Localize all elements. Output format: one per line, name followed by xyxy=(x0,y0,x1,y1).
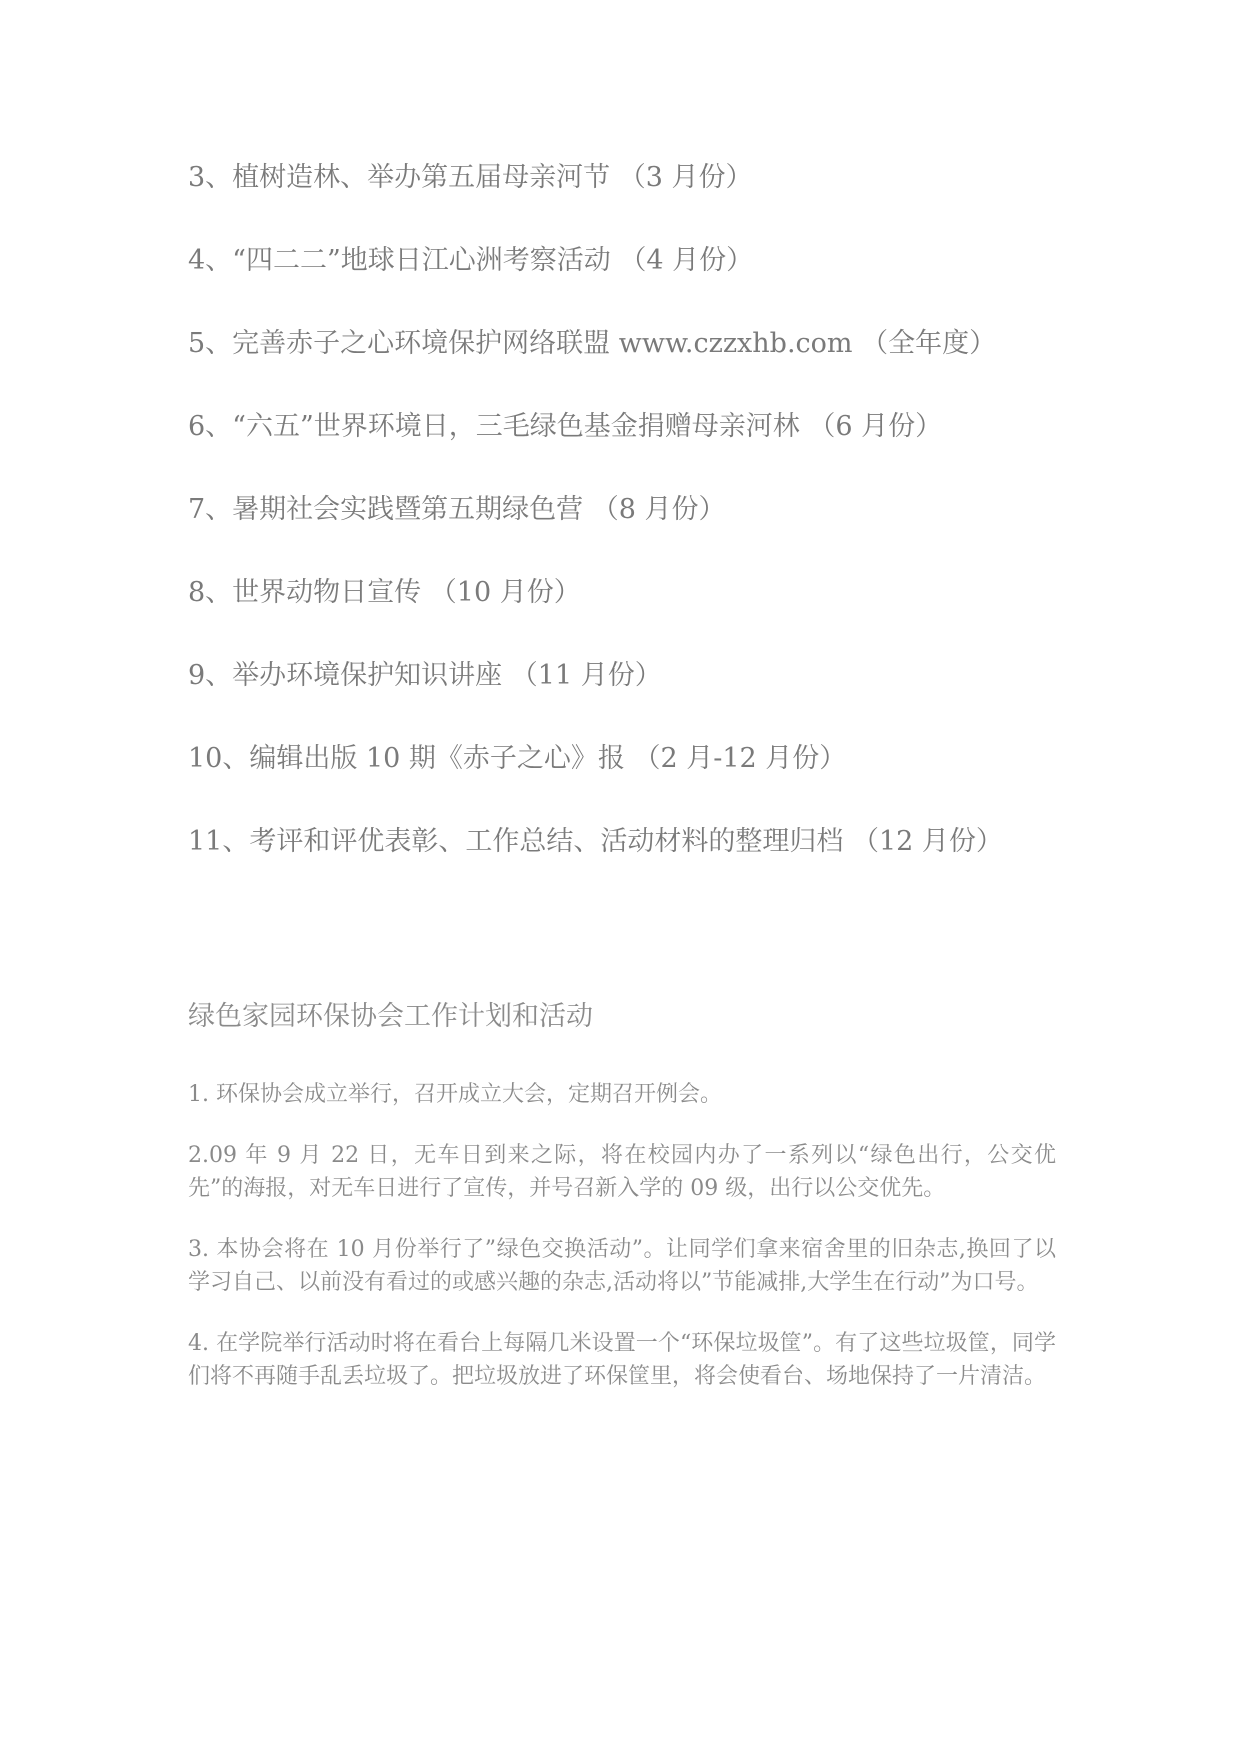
plan-item: 11、考评和评优表彰、工作总结、活动材料的整理归档 （12 月份） xyxy=(188,826,1003,857)
plan-item: 5、完善赤子之心环境保护网络联盟 www.czzxhb.com （全年度） xyxy=(188,328,997,359)
plan-item: 4、“四二二”地球日江心洲考察活动 （4 月份） xyxy=(188,245,754,276)
activity-paragraphs xyxy=(188,1078,1056,1421)
activity-paragraph: 3. 本协会将在 10 月份举行了”绿色交换活动”。让同学们拿来宿舍里的旧杂志,换回了以学习自己、以前没有看过的或感兴趣的杂志,活动将以”节能减排,大学生在行动”为口号。 xyxy=(188,1237,1056,1295)
plan-item: 10、编辑出版 10 期《赤子之心》报 （2 月-12 月份） xyxy=(188,743,847,774)
plan-item: 8、世界动物日宣传 （10 月份） xyxy=(188,577,581,608)
activity-paragraph: 1. 环保协会成立举行，召开成立大会，定期召开例会。 xyxy=(188,1082,722,1107)
plan-item: 6、“六五”世界环境日，三毛绿色基金捐赠母亲河林 （6 月份） xyxy=(188,411,943,442)
plan-item: 3、植树造林、举办第五届母亲河节 （3 月份） xyxy=(188,162,753,193)
activity-paragraph: 4. 在学院举行活动时将在看台上每隔几米设置一个“环保垃圾筐”。有了这些垃圾筐，同学们将不再随手乱丢垃圾了。把垃圾放进了环保筐里，将会使看台、场地保持了一片清洁。 xyxy=(188,1331,1056,1389)
plan-item: 9、举办环境保护知识讲座 （11 月份） xyxy=(188,660,662,691)
plan-item: 7、暑期社会实践暨第五期绿色营 （8 月份） xyxy=(188,494,726,525)
activity-paragraph: 2.09 年 9 月 22 日，无车日到来之际，将在校园内办了一系列以“绿色出行，公交优先”的海报，对无车日进行了宣传，并号召新入学的 09 级，出行以公交优先。 xyxy=(188,1143,1056,1201)
plan-list xyxy=(188,158,1088,905)
section-title: 绿色家园环保协会工作计划和活动 xyxy=(188,1001,593,1032)
